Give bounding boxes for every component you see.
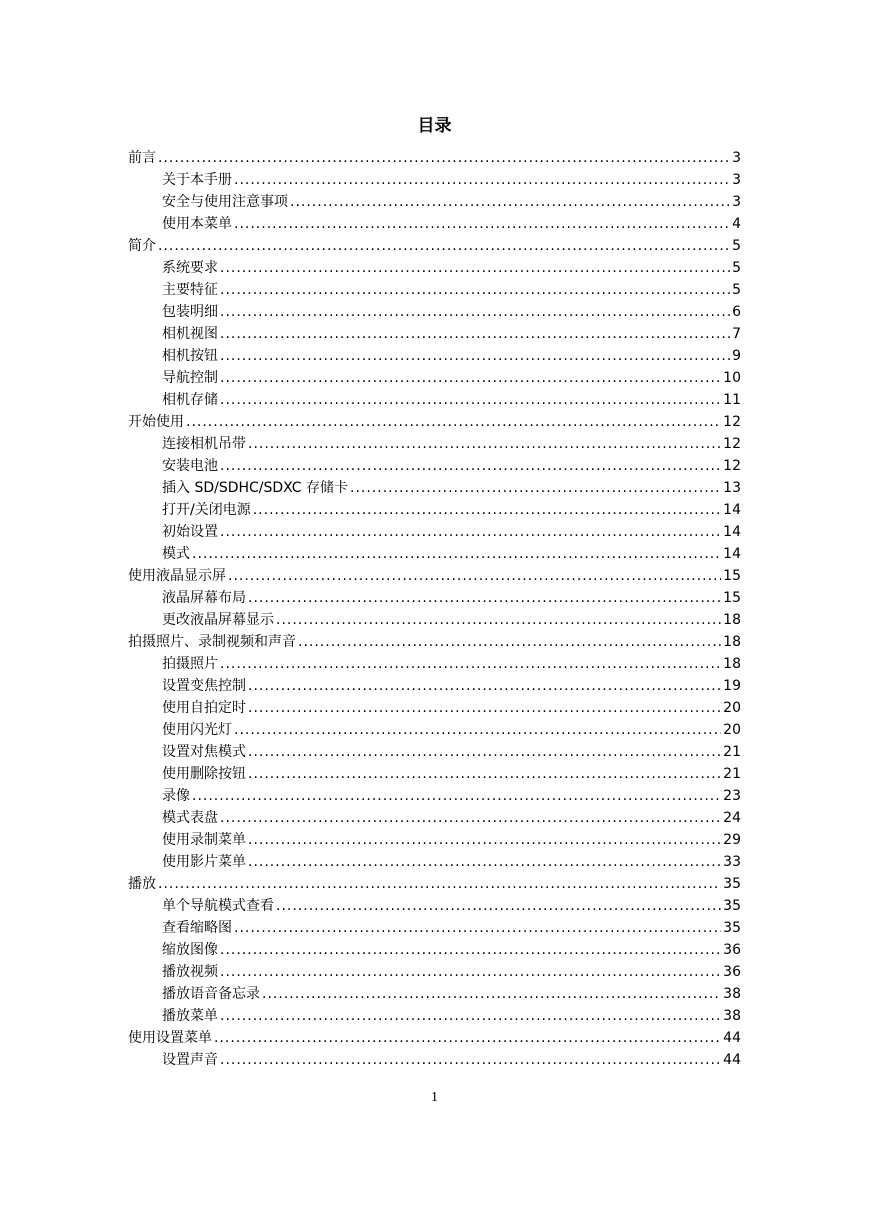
toc-section-row[interactable]	[128, 872, 741, 894]
toc-entry-page: 5	[732, 238, 741, 254]
toc-dot-leader	[248, 852, 721, 872]
toc-entry-label: 简介	[128, 238, 156, 254]
toc-entry-label: 缩放图像	[162, 942, 218, 958]
toc-entry-page: 3	[732, 150, 741, 166]
toc-entry-page: 10	[723, 370, 741, 386]
toc-entry-page: 12	[723, 458, 741, 474]
toc-entry-page: 5	[732, 282, 741, 298]
toc-dot-leader	[220, 940, 721, 960]
toc-entry-label: 包装明细	[162, 304, 218, 320]
toc-subsection-row[interactable]	[128, 322, 741, 344]
toc-dot-leader	[234, 720, 721, 740]
toc-section-row[interactable]	[128, 1026, 741, 1048]
toc-entry-label: 使用本菜单	[162, 216, 232, 232]
toc-entry-page: 38	[723, 1008, 741, 1024]
toc-entry-page: 13	[723, 480, 741, 496]
toc-subsection-row[interactable]	[128, 520, 741, 542]
toc-entry-label: 设置对焦模式	[162, 744, 246, 760]
toc-entry-page: 18	[723, 634, 741, 650]
toc-dot-leader	[220, 654, 721, 674]
toc-entry-label: 拍摄照片、录制视频和声音	[128, 634, 296, 650]
toc-dot-leader	[158, 874, 721, 894]
toc-entry-label: 安装电池	[162, 458, 218, 474]
toc-dot-leader	[276, 610, 721, 630]
toc-subsection-row[interactable]	[128, 388, 741, 410]
toc-entry-page: 44	[723, 1052, 741, 1068]
toc-subsection-row[interactable]	[128, 608, 741, 630]
toc-entry-label: 开始使用	[128, 414, 184, 430]
toc-dot-leader	[220, 1050, 721, 1070]
toc-dot-leader	[290, 192, 730, 212]
toc-entry-label: 安全与使用注意事项	[162, 194, 288, 210]
toc-entry-label: 模式	[162, 546, 190, 562]
toc-entry-page: 21	[723, 766, 741, 782]
toc-entry-label: 设置变焦控制	[162, 678, 246, 694]
toc-entry-label: 单个导航模式查看	[162, 898, 274, 914]
toc-dot-leader	[276, 896, 721, 916]
toc-dot-leader	[220, 368, 721, 388]
toc-entry-page: 14	[723, 546, 741, 562]
table-of-contents	[128, 146, 741, 1070]
toc-entry-page: 19	[723, 678, 741, 694]
toc-entry-label: 插入 SD/SDHC/SDXC 存储卡	[162, 480, 348, 496]
toc-subsection-row[interactable]	[128, 498, 741, 520]
toc-subsection-row[interactable]	[128, 476, 741, 498]
toc-entry-page: 29	[723, 832, 741, 848]
toc-entry-page: 18	[723, 612, 741, 628]
toc-dot-leader	[220, 1006, 721, 1026]
toc-subsection-row[interactable]	[128, 1048, 741, 1070]
toc-entry-page: 14	[723, 502, 741, 518]
toc-entry-page: 38	[723, 986, 741, 1002]
toc-entry-label: 前言	[128, 150, 156, 166]
toc-dot-leader	[350, 478, 721, 498]
toc-dot-leader	[228, 566, 721, 586]
toc-dot-leader	[248, 676, 721, 696]
toc-entry-label: 使用设置菜单	[128, 1030, 212, 1046]
toc-dot-leader	[234, 170, 730, 190]
toc-section-row[interactable]	[128, 410, 741, 432]
toc-subsection-row[interactable]	[128, 938, 741, 960]
toc-entry-label: 液晶屏幕布局	[162, 590, 246, 606]
toc-entry-label: 系统要求	[162, 260, 218, 276]
toc-entry-label: 使用录制菜单	[162, 832, 246, 848]
toc-entry-page: 12	[723, 414, 741, 430]
toc-entry-label: 连接相机吊带	[162, 436, 246, 452]
toc-subsection-row[interactable]	[128, 168, 741, 190]
toc-entry-label: 拍摄照片	[162, 656, 218, 672]
toc-dot-leader	[248, 830, 721, 850]
toc-dot-leader	[214, 1028, 721, 1048]
toc-subsection-row[interactable]	[128, 212, 741, 234]
toc-entry-page: 20	[723, 700, 741, 716]
page-title: 目录	[417, 116, 452, 136]
toc-subsection-row[interactable]	[128, 696, 741, 718]
toc-entry-page: 14	[723, 524, 741, 540]
toc-entry-page: 44	[723, 1030, 741, 1046]
toc-subsection-row[interactable]	[128, 740, 741, 762]
toc-dot-leader	[253, 500, 721, 520]
toc-entry-label: 使用影片菜单	[162, 854, 246, 870]
toc-entry-label: 播放视频	[162, 964, 218, 980]
toc-entry-label: 初始设置	[162, 524, 218, 540]
toc-subsection-row[interactable]	[128, 542, 741, 564]
toc-entry-page: 7	[732, 326, 741, 342]
toc-subsection-row[interactable]	[128, 718, 741, 740]
toc-subsection-row[interactable]	[128, 190, 741, 212]
toc-entry-label: 打开/关闭电源	[162, 502, 251, 518]
toc-subsection-row[interactable]	[128, 454, 741, 476]
toc-entry-label: 关于本手册	[162, 172, 232, 188]
toc-entry-label: 设置声音	[162, 1052, 218, 1068]
toc-entry-page: 3	[732, 172, 741, 188]
toc-entry-page: 6	[732, 304, 741, 320]
toc-dot-leader	[220, 808, 721, 828]
toc-dot-leader	[234, 918, 721, 938]
toc-dot-leader	[220, 302, 730, 322]
toc-dot-leader	[220, 346, 730, 366]
toc-entry-page: 20	[723, 722, 741, 738]
toc-dot-leader	[220, 324, 730, 344]
toc-dot-leader	[158, 148, 730, 168]
toc-entry-page: 4	[732, 216, 741, 232]
toc-subsection-row[interactable]	[128, 256, 741, 278]
toc-entry-page: 36	[723, 964, 741, 980]
toc-entry-label: 相机存储	[162, 392, 218, 408]
toc-entry-page: 35	[723, 920, 741, 936]
toc-dot-leader	[220, 962, 721, 982]
toc-subsection-row[interactable]	[128, 806, 741, 828]
toc-dot-leader	[248, 764, 721, 784]
toc-subsection-row[interactable]	[128, 300, 741, 322]
toc-entry-page: 21	[723, 744, 741, 760]
toc-subsection-row[interactable]	[128, 1004, 741, 1026]
toc-subsection-row[interactable]	[128, 784, 741, 806]
toc-dot-leader	[262, 984, 721, 1004]
toc-dot-leader	[248, 698, 721, 718]
toc-dot-leader	[220, 522, 721, 542]
toc-dot-leader	[186, 412, 721, 432]
toc-dot-leader	[248, 588, 721, 608]
toc-entry-label: 使用闪光灯	[162, 722, 232, 738]
toc-subsection-row[interactable]	[128, 674, 741, 696]
toc-dot-leader	[220, 280, 730, 300]
toc-section-row[interactable]	[128, 630, 741, 652]
toc-entry-label: 播放	[128, 876, 156, 892]
toc-subsection-row[interactable]	[128, 432, 741, 454]
toc-dot-leader	[234, 214, 730, 234]
toc-entry-label: 使用删除按钮	[162, 766, 246, 782]
toc-entry-label: 更改液晶屏幕显示	[162, 612, 274, 628]
toc-dot-leader	[220, 390, 721, 410]
toc-dot-leader	[158, 236, 730, 256]
toc-subsection-row[interactable]	[128, 652, 741, 674]
toc-subsection-row[interactable]	[128, 586, 741, 608]
toc-dot-leader	[192, 544, 721, 564]
toc-entry-page: 33	[723, 854, 741, 870]
toc-entry-page: 36	[723, 942, 741, 958]
toc-dot-leader	[220, 258, 730, 278]
toc-entry-page: 18	[723, 656, 741, 672]
toc-subsection-row[interactable]	[128, 366, 741, 388]
toc-entry-page: 3	[732, 194, 741, 210]
toc-section-row[interactable]	[128, 234, 741, 256]
toc-entry-page: 24	[723, 810, 741, 826]
toc-section-row[interactable]	[128, 146, 741, 168]
toc-entry-label: 录像	[162, 788, 190, 804]
toc-subsection-row[interactable]	[128, 278, 741, 300]
toc-subsection-row[interactable]	[128, 982, 741, 1004]
toc-entry-label: 播放语音备忘录	[162, 986, 260, 1002]
toc-section-row[interactable]	[128, 564, 741, 586]
toc-entry-page: 11	[723, 392, 741, 408]
toc-subsection-row[interactable]	[128, 850, 741, 872]
toc-entry-label: 查看缩略图	[162, 920, 232, 936]
toc-dot-leader	[248, 742, 721, 762]
toc-entry-label: 播放菜单	[162, 1008, 218, 1024]
toc-subsection-row[interactable]	[128, 916, 741, 938]
toc-entry-label: 主要特征	[162, 282, 218, 298]
toc-entry-page: 15	[723, 590, 741, 606]
toc-entry-label: 导航控制	[162, 370, 218, 386]
toc-entry-label: 使用自拍定时	[162, 700, 246, 716]
toc-entry-label: 模式表盘	[162, 810, 218, 826]
page-number: 1	[431, 1090, 438, 1105]
toc-entry-page: 35	[723, 898, 741, 914]
toc-dot-leader	[298, 632, 721, 652]
toc-dot-leader	[248, 434, 721, 454]
toc-subsection-row[interactable]	[128, 344, 741, 366]
toc-entry-page: 15	[723, 568, 741, 584]
toc-entry-label: 相机按钮	[162, 348, 218, 364]
toc-dot-leader	[220, 456, 721, 476]
toc-subsection-row[interactable]	[128, 960, 741, 982]
toc-subsection-row[interactable]	[128, 894, 741, 916]
toc-subsection-row[interactable]	[128, 762, 741, 784]
toc-entry-label: 相机视图	[162, 326, 218, 342]
toc-entry-page: 5	[732, 260, 741, 276]
toc-entry-page: 9	[732, 348, 741, 364]
toc-entry-page: 23	[723, 788, 741, 804]
toc-entry-page: 35	[723, 876, 741, 892]
toc-subsection-row[interactable]	[128, 828, 741, 850]
toc-entry-page: 12	[723, 436, 741, 452]
toc-entry-label: 使用液晶显示屏	[128, 568, 226, 584]
toc-dot-leader	[192, 786, 721, 806]
